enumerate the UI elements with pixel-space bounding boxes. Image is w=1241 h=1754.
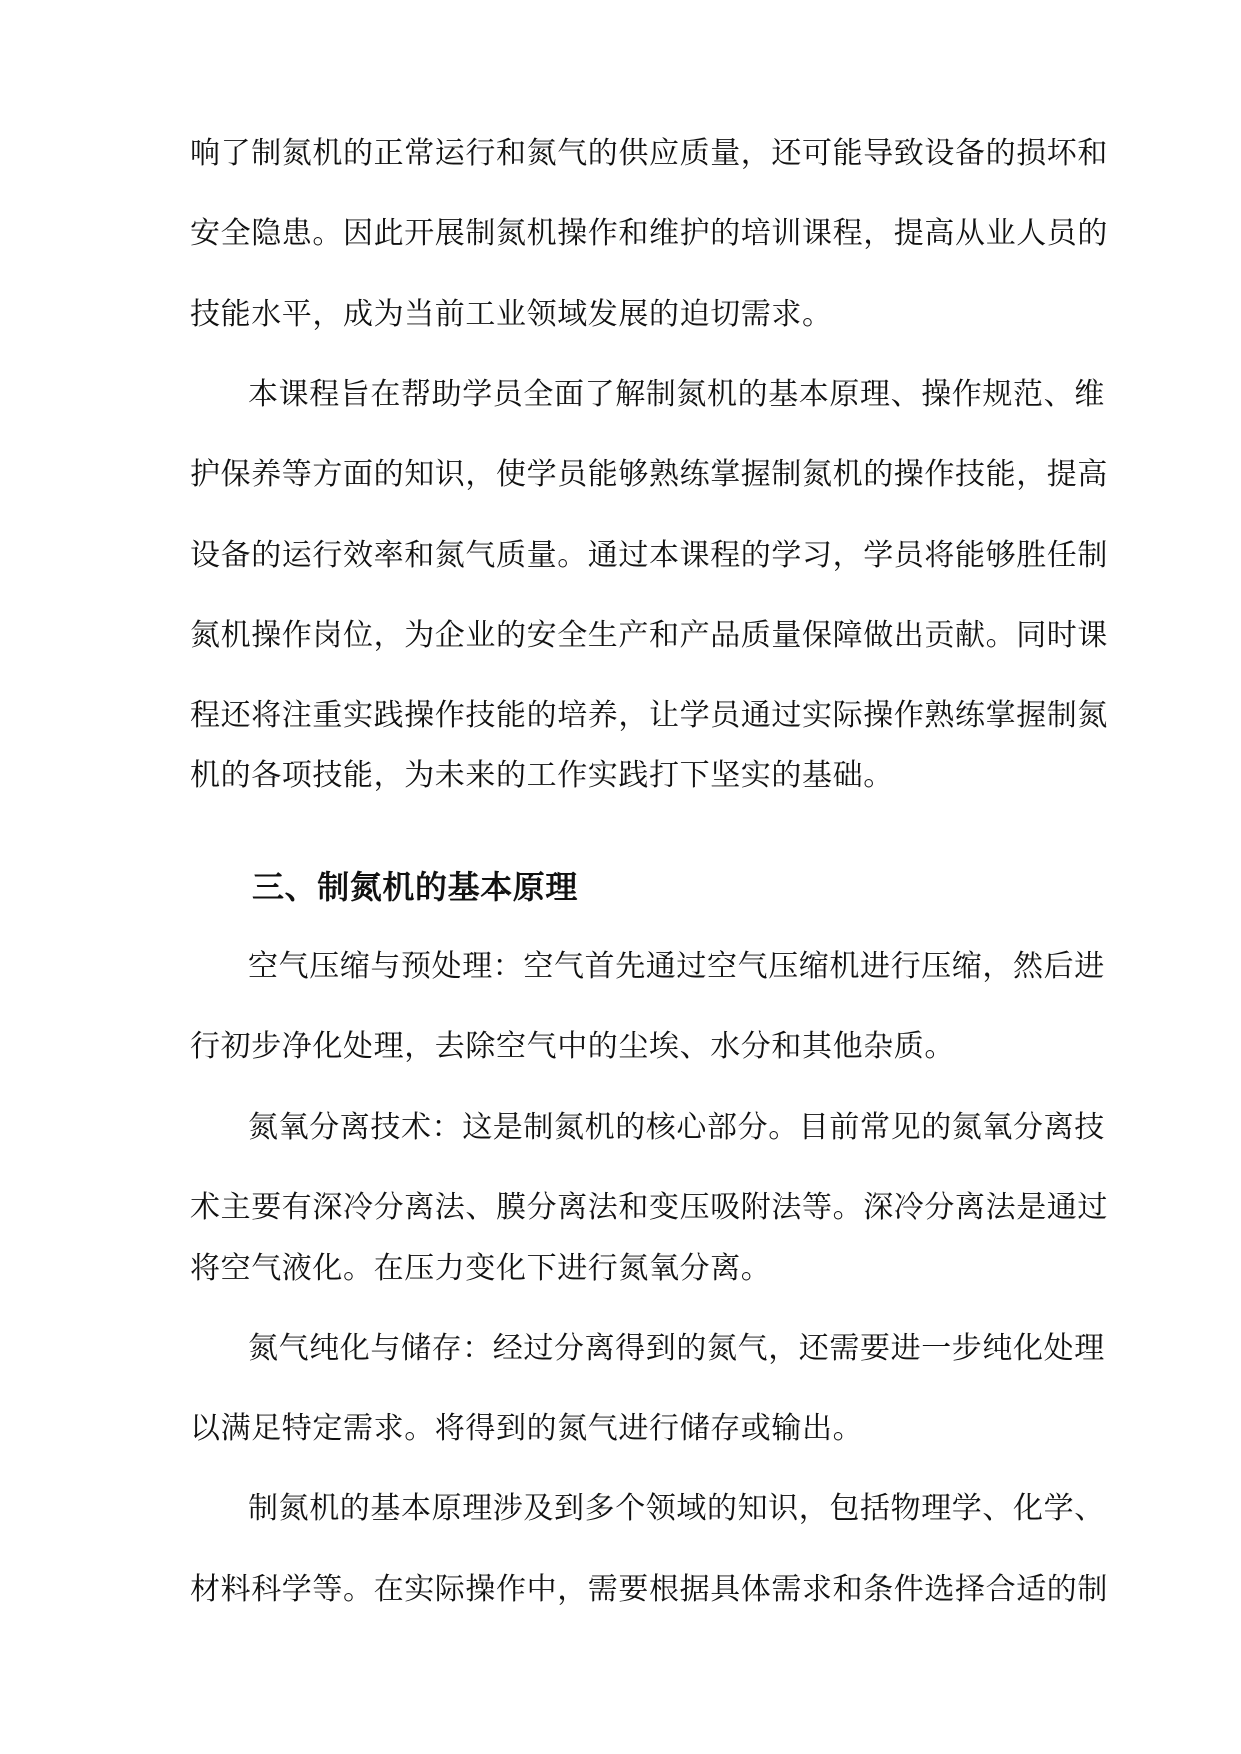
paragraph-1-line-1: 响了制氮机的正常运行和氮气的供应质量，还可能导致设备的损坏和 (190, 136, 1108, 171)
paragraph-4-line-1: 氮氧分离技术：这是制氮机的核心部分。目前常见的氮氧分离技 (248, 1110, 1105, 1145)
paragraph-4-line-2: 术主要有深冷分离法、膜分离法和变压吸附法等。深冷分离法是通过 (190, 1190, 1108, 1225)
paragraph-2-line-3: 设备的运行效率和氮气质量。通过本课程的学习，学员将能够胜任制 (190, 538, 1108, 573)
paragraph-3-line-1: 空气压缩与预处理：空气首先通过空气压缩机进行压缩，然后进 (248, 949, 1105, 984)
paragraph-2-line-6: 机的各项技能，为未来的工作实践打下坚实的基础。 (190, 758, 894, 793)
paragraph-4-line-3: 将空气液化。在压力变化下进行氮氧分离。 (190, 1251, 772, 1286)
paragraph-3-line-2: 行初步净化处理，去除空气中的尘埃、水分和其他杂质。 (190, 1029, 955, 1064)
paragraph-1-line-2: 安全隐患。因此开展制氮机操作和维护的培训课程，提高从业人员的 (190, 216, 1108, 251)
paragraph-6-line-2: 材料科学等。在实际操作中，需要根据具体需求和条件选择合适的制 (190, 1572, 1108, 1607)
paragraph-2-line-4: 氮机操作岗位，为企业的安全生产和产品质量保障做出贡献。同时课 (190, 618, 1108, 653)
paragraph-2-line-5: 程还将注重实践操作技能的培养，让学员通过实际操作熟练掌握制氮 (190, 698, 1108, 733)
paragraph-2-line-2: 护保养等方面的知识，使学员能够熟练掌握制氮机的操作技能，提高 (190, 457, 1108, 492)
paragraph-5-line-1: 氮气纯化与储存：经过分离得到的氮气，还需要进一步纯化处理 (248, 1331, 1105, 1366)
paragraph-1-line-3: 技能水平，成为当前工业领域发展的迫切需求。 (190, 297, 833, 332)
paragraph-2-line-1: 本课程旨在帮助学员全面了解制氮机的基本原理、操作规范、维 (248, 377, 1105, 412)
paragraph-6-line-1: 制氮机的基本原理涉及到多个领域的知识，包括物理学、化学、 (248, 1491, 1105, 1526)
section-heading: 三、制氮机的基本原理 (252, 868, 579, 906)
paragraph-5-line-2: 以满足特定需求。将得到的氮气进行储存或输出。 (190, 1411, 864, 1446)
